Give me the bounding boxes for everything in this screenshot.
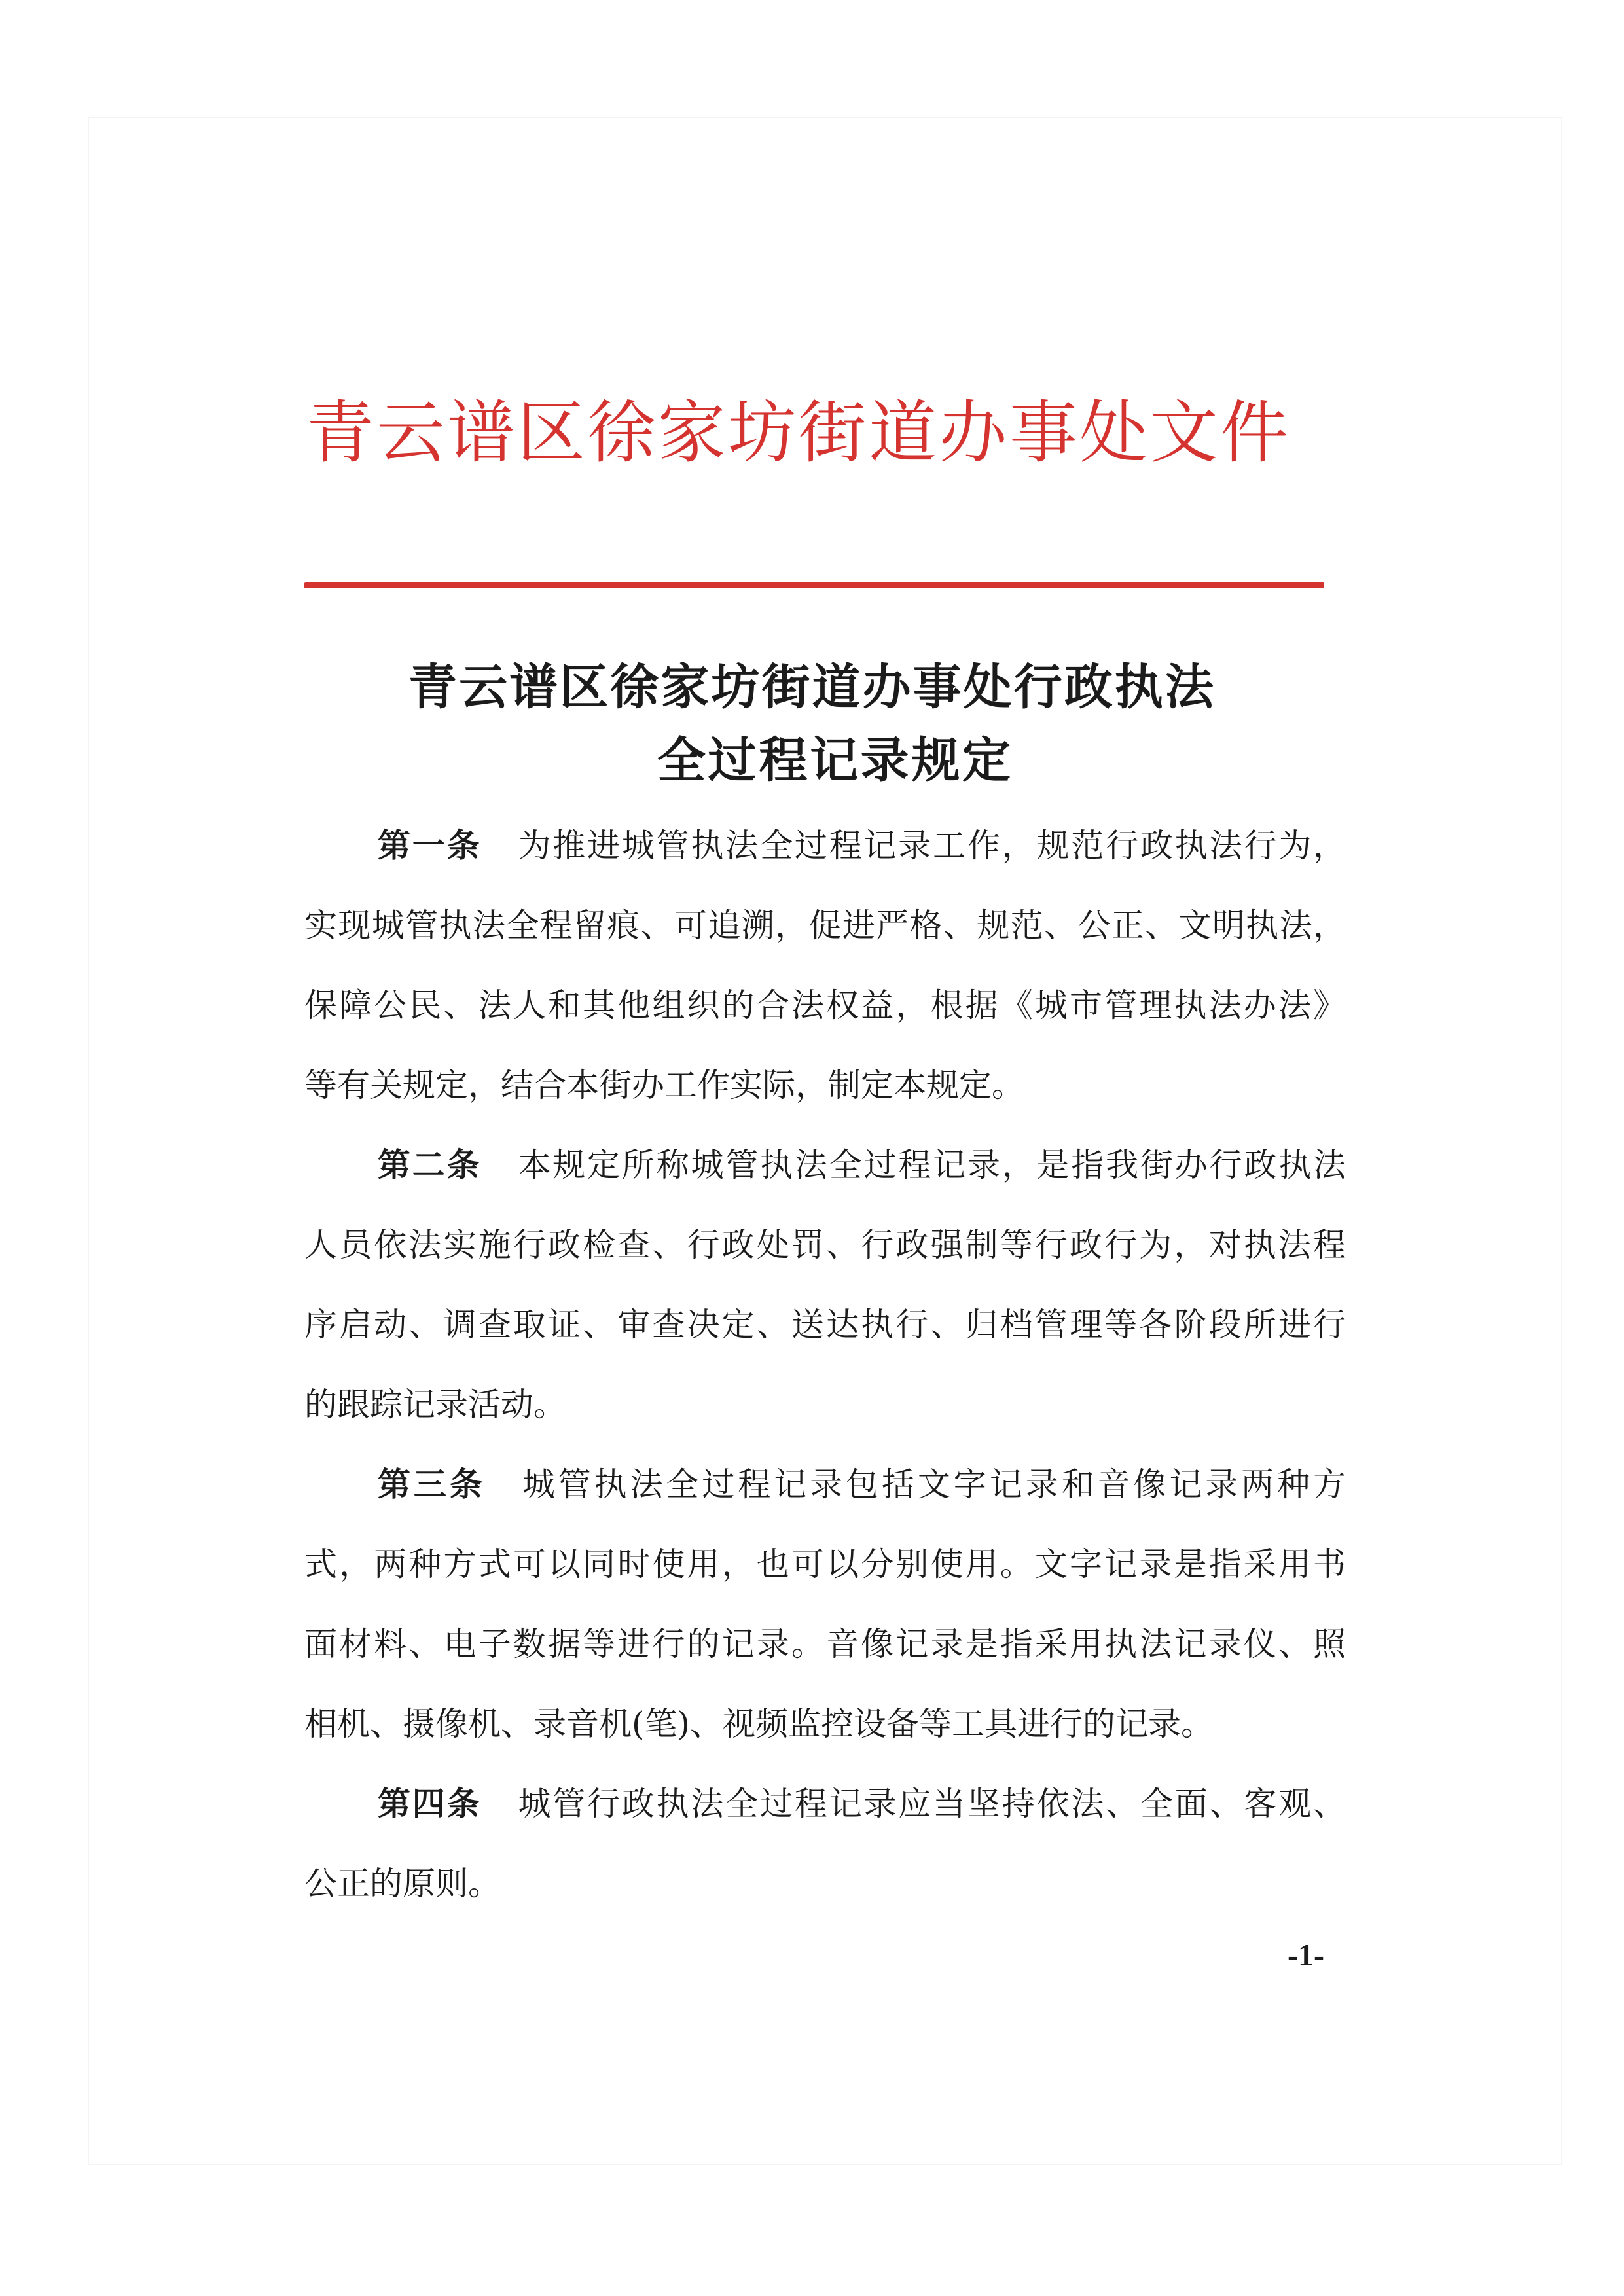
- article-line: 的跟踪记录活动。: [304, 1386, 566, 1424]
- article-line: 等有关规定，结合本街办工作实际，制定本规定。: [304, 1066, 1024, 1104]
- article-2: [304, 1125, 1346, 1444]
- article-label: 第二条: [378, 1146, 482, 1184]
- article-3: [304, 1444, 1346, 1764]
- red-separator-line: [304, 582, 1324, 588]
- article-text: 城管行政执法全过程记录应当坚持依法、全面、客观、: [518, 1785, 1346, 1823]
- article-line: [304, 1125, 1346, 1205]
- article-line: 序启动、调查取证、审查决定、送达执行、归档管理等各阶段所进行: [304, 1306, 1346, 1344]
- article-label: 第四条: [378, 1785, 482, 1823]
- document-title-line-2: 全过程记录规定: [657, 732, 1011, 789]
- article-line: 面材料、电子数据等进行的记录。音像记录是指采用执法记录仪、照: [304, 1625, 1346, 1663]
- page-number: -1-: [1288, 1938, 1324, 1973]
- document-title-line-1: 青云谱区徐家坊街道办事处行政执法: [408, 659, 1214, 715]
- article-text: 城管执法全过程记录包括文字记录和音像记录两种方: [522, 1465, 1346, 1503]
- article-line: 实现城管执法全程留痕、可追溯，促进严格、规范、公正、文明执法，: [304, 906, 1346, 944]
- article-4: [304, 1764, 1346, 1924]
- article-line: [304, 1764, 1346, 1844]
- article-line: [304, 806, 1346, 886]
- article-line: 相机、摄像机、录音机(笔)、视频监控设备等工具进行的记录。: [304, 1705, 1214, 1743]
- article-1: [304, 806, 1346, 1125]
- article-line: 式，两种方式可以同时使用，也可以分别使用。文字记录是指采用书: [304, 1545, 1346, 1583]
- article-label: 第一条: [378, 827, 482, 865]
- issuing-authority-heading: 青云谱区徐家坊街道办事处文件: [306, 393, 1288, 473]
- article-label: 第三条: [378, 1465, 486, 1503]
- article-text: 本规定所称城管执法全过程记录，是指我街办行政执法: [518, 1146, 1346, 1184]
- article-line: 公正的原则。: [304, 1865, 501, 1903]
- document-body: [304, 806, 1346, 1924]
- article-line: 人员依法实施行政检查、行政处罚、行政强制等行政行为，对执法程: [304, 1226, 1346, 1264]
- article-line: [304, 1444, 1346, 1524]
- article-text: 为推进城管执法全过程记录工作，规范行政执法行为，: [518, 827, 1346, 865]
- article-line: 保障公民、法人和其他组织的合法权益，根据《城市管理执法办法》: [304, 986, 1346, 1024]
